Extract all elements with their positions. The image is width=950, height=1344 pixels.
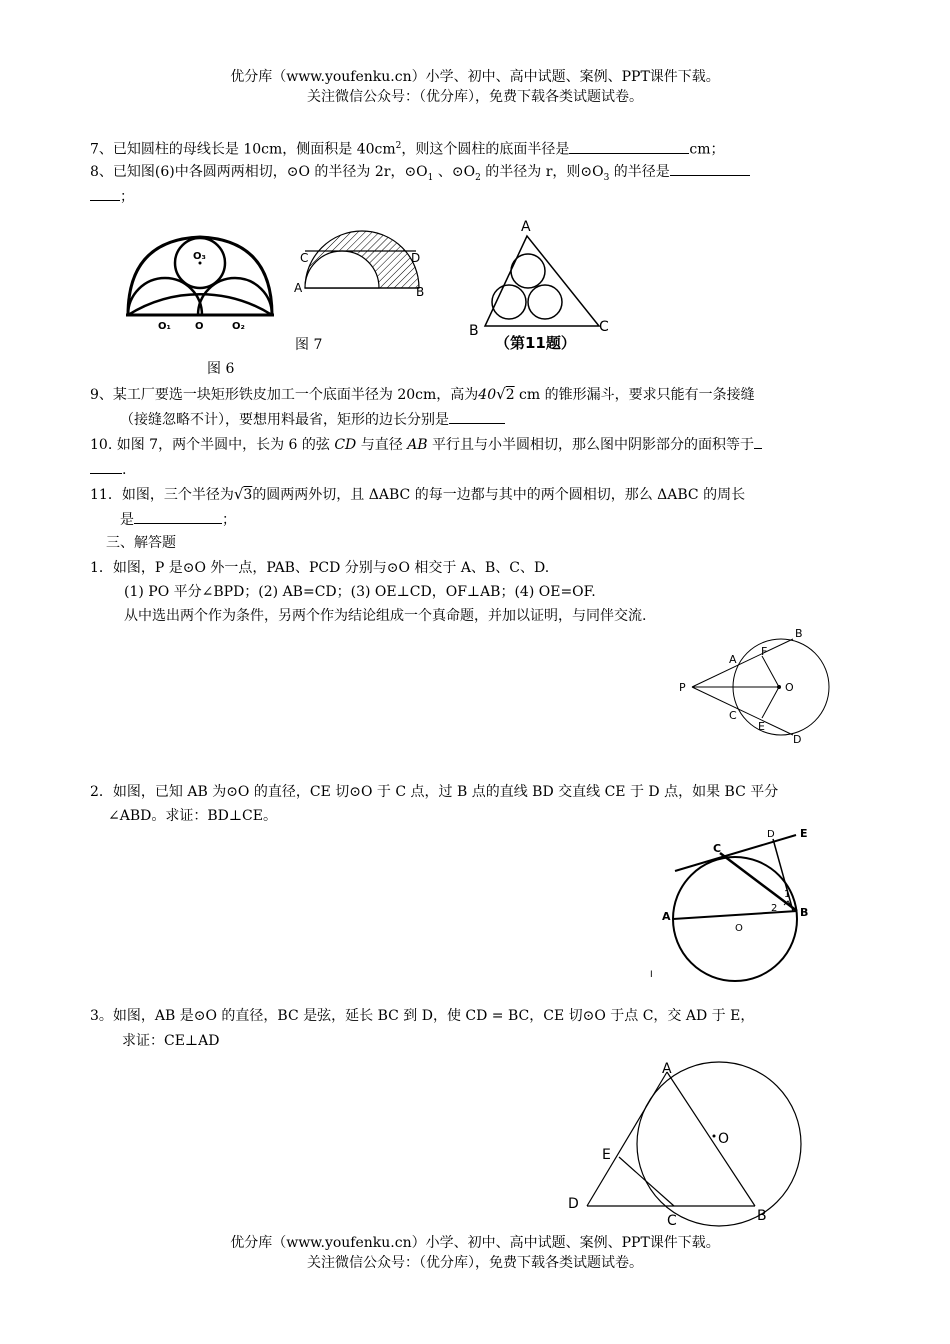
question-10 (90, 434, 860, 455)
q7-text: 7、已知圆柱的母线长是 10cm，侧面积是 40cm (90, 141, 396, 158)
p1-label-a: A (729, 653, 737, 666)
q10-ab: AB (407, 437, 428, 453)
q8-sub2: 2 (475, 172, 481, 183)
problem-3-line2: 求证：CE⊥AD (122, 1033, 220, 1049)
p2-label-angle1: 1 (784, 889, 791, 900)
question-11: 11．如图，三个半径为√3的圆两两外切，且 ΔABC 的每一边都与其中的两个圆相切，那么 ΔABC 的周长 (90, 485, 746, 503)
q11-radicand: 3 (243, 487, 253, 503)
fig11-label-b: B (469, 323, 479, 339)
p3-label-b: B (757, 1208, 767, 1224)
problem-1-line3: 从中选出两个作为条件，另两个作为结论组成一个真命题，并加以证明，与同伴交流. (124, 608, 647, 624)
page-header-line2: 关注微信公众号：（优分库），免费下载各类试题试卷。 (307, 89, 643, 105)
q9-text-b: cm 的锥形漏斗，要求只能有一条接缝 (514, 387, 755, 403)
problem-2-figure (650, 825, 820, 980)
fig6-label-o1: O₁ (158, 321, 171, 332)
q11-end: ； (222, 512, 236, 528)
fig7-caption: 图 7 (295, 337, 323, 353)
fig7-label-b: B (416, 285, 425, 299)
fig11-label-a: A (521, 219, 531, 235)
question-8-cont (90, 186, 860, 207)
q8-text-d: 的半径是 (609, 164, 670, 180)
p2-label-b: B (800, 906, 809, 919)
fig7-label-c: C (300, 251, 309, 265)
q8-answer-blank-cont[interactable] (90, 186, 120, 201)
p3-label-c: C (667, 1213, 677, 1229)
page-footer-line1: 优分库（www.youfenku.cn）小学、初中、高中试题、案例、PPT课件下载。 (230, 1235, 720, 1251)
p1-label-c: C (729, 709, 737, 722)
q7-unit: cm； (689, 141, 725, 158)
problem-3-line1: 3。如图，AB 是⊙O 的直径，BC 是弦，延长 BC 到 D，使 CD = BC，CE 切⊙O 于点 C，交 AD 于 E， (90, 1008, 755, 1024)
problem-2-line2: ∠ABD。求证：BD⊥CE。 (108, 808, 277, 824)
question-11-cont (120, 509, 860, 530)
p1-label-o: O (785, 681, 794, 694)
q9-radicand: 2 (505, 387, 515, 403)
q9-text-a: 9、某工厂要选一块矩形铁皮加工一个底面半径为 20cm，高为 (90, 387, 479, 403)
q10-answer-blank-cont[interactable] (90, 459, 122, 474)
p2-label-e: E (800, 827, 808, 840)
q9-answer-blank[interactable] (449, 409, 505, 424)
question-7 (90, 136, 860, 160)
p2-label-angle2: 2 (771, 903, 778, 914)
q9-coef: 40 (478, 387, 497, 403)
q10-text-b: 与直径 (356, 437, 408, 453)
page-header-line1: 优分库（www.youfenku.cn）小学、初中、高中试题、案例、PPT课件下载。 (230, 69, 720, 85)
p1-label-e: E (758, 720, 765, 733)
q8-text-a: 8、已知图(6)中各圆两两相切，⊙O 的半径为 2r，⊙O (90, 164, 428, 180)
q7-answer-blank[interactable] (569, 139, 689, 154)
figure-6 (120, 225, 280, 335)
problem-1-line2: (1) PO 平分∠BPD；(2) AB=CD；(3) OE⊥CD，OF⊥AB；(4) OE=OF. (124, 584, 596, 600)
q8-end: ； (120, 189, 134, 205)
q10-end: . (122, 462, 127, 478)
fig7-label-a: A (294, 281, 303, 295)
p3-label-a: A (662, 1061, 672, 1077)
q11-text-a: 11．如图，三个半径为 (90, 487, 234, 503)
problem-2-line1: 2．如图，已知 AB 为⊙O 的直径，CE 切⊙O 于 C 点，过 B 点的直线 BD 交直线 CE 于 D 点，如果 BC 平分 (90, 784, 779, 800)
problem-1-figure (675, 625, 835, 750)
figure-7 (290, 222, 440, 302)
q8-text-c: 的半径为 r，则⊙O (480, 164, 604, 180)
page-footer-line2: 关注微信公众号：（优分库），免费下载各类试题试卷。 (307, 1255, 643, 1271)
fig11-label-c: C (599, 319, 609, 335)
figure-11 (465, 215, 615, 360)
p3-label-d: D (568, 1196, 579, 1212)
fig6-label-o: O (195, 321, 204, 332)
q8-sub1: 1 (427, 172, 434, 183)
q11-text-b: 的圆两两外切，且 ΔABC 的每一边都与其中的两个圆相切，那么 ΔABC 的周长 (252, 487, 746, 503)
q9-text-line2: （接缝忽略不计），要想用料最省，矩形的边长分别是 (120, 412, 449, 428)
q7-sup: 2 (395, 141, 402, 151)
p1-label-p: P (679, 681, 686, 694)
p2-label-a: A (662, 910, 671, 923)
q10-answer-blank[interactable] (754, 434, 762, 449)
p1-label-b: B (795, 627, 803, 640)
p2-label-d: D (767, 829, 775, 840)
q11-answer-blank[interactable] (134, 509, 222, 524)
q7-text-b: ，则这个圆柱的底面半径是 (401, 141, 570, 158)
p1-label-d: D (793, 733, 802, 746)
question-9-cont (120, 409, 860, 430)
q8-answer-blank[interactable] (670, 161, 750, 176)
p2-stray-mark: I (650, 970, 653, 980)
p1-label-f: F (761, 645, 768, 658)
p2-label-o: O (735, 923, 743, 934)
q10-cd: CD (334, 437, 357, 453)
q10-text-a: 10. 如图 7，两个半圆中，长为 6 的弦 (90, 437, 335, 453)
question-8 (90, 161, 860, 188)
question-9: 9、某工厂要选一块矩形铁皮加工一个底面半径为 20cm，高为40√2 cm 的锥形漏斗，要求只能有一条接缝 (90, 385, 755, 403)
fig6-label-o2: O₂ (232, 321, 245, 332)
fig6-label-o3: O₃ (193, 251, 206, 262)
fig6-caption: 图 6 (207, 361, 235, 377)
question-10-cont (90, 459, 860, 480)
q8-text-b: 、⊙O (433, 164, 476, 180)
problem-1-line1: 1．如图，P 是⊙O 外一点，PAB、PCD 分别与⊙O 相交于 A、B、C、D. (90, 560, 550, 576)
q10-text-c: 平行且与小半圆相切，那么图中阴影部分的面积等于 (427, 437, 755, 453)
q11-text-line2: 是 (120, 512, 134, 528)
p2-label-c: C (713, 842, 722, 855)
p3-label-e: E (602, 1147, 611, 1163)
fig11-caption: （第11题） (495, 334, 576, 352)
q8-sub3: 3 (603, 172, 610, 183)
section-3-heading: 三、解答题 (106, 535, 176, 551)
problem-3-figure (560, 1055, 820, 1235)
fig7-label-d: D (411, 251, 421, 265)
p3-label-o: O (718, 1131, 730, 1147)
